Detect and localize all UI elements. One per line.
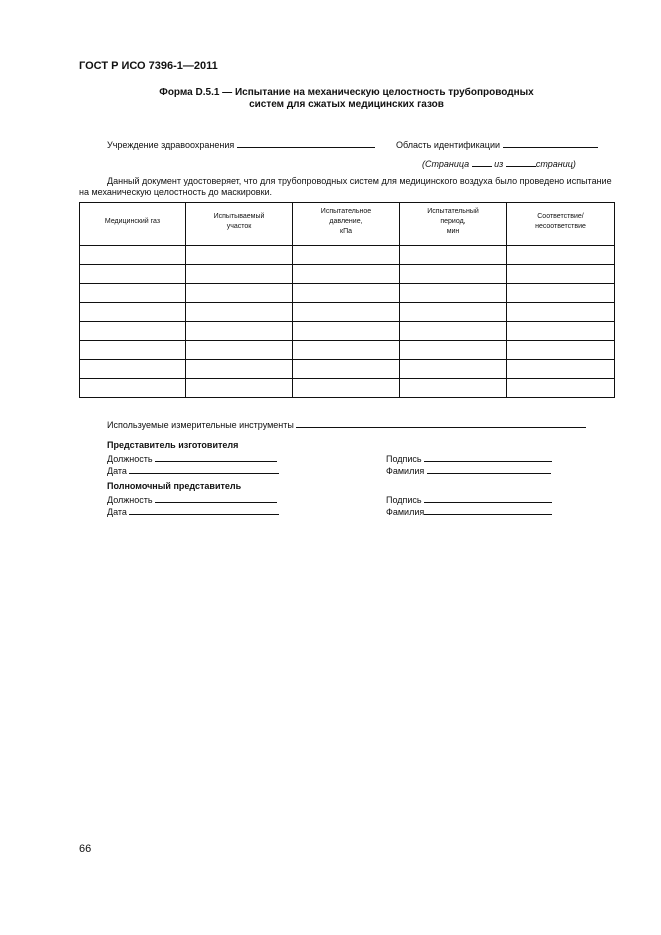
institution-input-line[interactable] xyxy=(237,138,375,148)
table-cell[interactable] xyxy=(293,246,400,265)
table-cell[interactable] xyxy=(80,303,186,322)
institution-label: Учреждение здравоохранения xyxy=(107,140,235,150)
table-row xyxy=(80,284,615,303)
test-results-table xyxy=(79,202,615,398)
table-header-row xyxy=(80,203,615,246)
table-cell[interactable] xyxy=(186,284,293,303)
table-cell[interactable] xyxy=(186,360,293,379)
page-number: 66 xyxy=(79,843,92,855)
date-label: Дата xyxy=(107,466,127,476)
column-header-pressure: Испытательное давление, кПа xyxy=(293,203,400,246)
table-cell[interactable] xyxy=(186,303,293,322)
table-cell[interactable] xyxy=(507,360,615,379)
position-label: Должность xyxy=(107,454,153,464)
signature-label: Подпись xyxy=(386,495,422,505)
area-label: Область идентификации xyxy=(396,140,501,150)
manufacturer-date-line[interactable] xyxy=(129,464,279,474)
manufacturer-signature-line[interactable] xyxy=(424,452,552,462)
table-cell[interactable] xyxy=(293,284,400,303)
institution-field xyxy=(107,138,375,150)
table-cell[interactable] xyxy=(186,341,293,360)
table-cell[interactable] xyxy=(80,265,186,284)
authorized-date-field xyxy=(107,505,279,518)
column-header-period: Испытательный период, мин xyxy=(400,203,507,246)
table-cell[interactable] xyxy=(80,284,186,303)
surname-label: Фамилия xyxy=(386,507,425,517)
page-suffix: страниц) xyxy=(535,159,576,169)
table-cell[interactable] xyxy=(507,379,615,398)
column-header-gas: Медицинский газ xyxy=(80,203,186,246)
table-cell[interactable] xyxy=(186,379,293,398)
table-row xyxy=(80,322,615,341)
page-middle: из xyxy=(494,159,504,169)
table-cell[interactable] xyxy=(293,360,400,379)
position-label: Должность xyxy=(107,495,153,505)
area-field xyxy=(396,138,598,150)
table-row xyxy=(80,303,615,322)
table-cell[interactable] xyxy=(507,322,615,341)
instruments-label: Используемые измерительные инструменты xyxy=(107,420,294,430)
table-cell[interactable] xyxy=(186,246,293,265)
table-cell[interactable] xyxy=(400,379,507,398)
date-label: Дата xyxy=(107,507,127,517)
table-cell[interactable] xyxy=(400,360,507,379)
page-total-line[interactable] xyxy=(506,157,536,167)
table-cell[interactable] xyxy=(293,265,400,284)
table-cell[interactable] xyxy=(186,265,293,284)
table-cell[interactable] xyxy=(400,341,507,360)
authorized-position-line[interactable] xyxy=(155,493,277,503)
page-prefix: (Страница xyxy=(422,159,470,169)
table-row xyxy=(80,360,615,379)
table-cell[interactable] xyxy=(507,341,615,360)
table-cell[interactable] xyxy=(80,360,186,379)
table-cell[interactable] xyxy=(293,341,400,360)
table-cell[interactable] xyxy=(400,322,507,341)
table-row xyxy=(80,341,615,360)
table-cell[interactable] xyxy=(400,284,507,303)
instruments-input-line[interactable] xyxy=(296,418,586,428)
table-row xyxy=(80,379,615,398)
manufacturer-surname-line[interactable] xyxy=(427,464,551,474)
standard-header: ГОСТ Р ИСО 7396-1—2011 xyxy=(79,60,218,72)
table-cell[interactable] xyxy=(80,322,186,341)
table-cell[interactable] xyxy=(400,303,507,322)
table-row xyxy=(80,265,615,284)
area-input-line[interactable] xyxy=(503,138,598,148)
table-cell[interactable] xyxy=(293,303,400,322)
form-title-line1: Форма D.5.1 — Испытание на механическую целостность трубопроводных xyxy=(159,87,534,98)
table-cell[interactable] xyxy=(507,246,615,265)
authorized-signature-line[interactable] xyxy=(424,493,552,503)
table-cell[interactable] xyxy=(80,246,186,265)
column-header-compliance: Соответствие/ несоответствие xyxy=(507,203,615,246)
manufacturer-date-field xyxy=(107,464,279,477)
table-cell[interactable] xyxy=(80,379,186,398)
table-cell[interactable] xyxy=(507,284,615,303)
table-cell[interactable] xyxy=(400,265,507,284)
authorized-surname-field xyxy=(386,505,552,518)
manufacturer-position-line[interactable] xyxy=(155,452,277,462)
page-current-line[interactable] xyxy=(472,157,492,167)
instruments-field xyxy=(107,418,586,430)
table-cell[interactable] xyxy=(507,265,615,284)
table-cell[interactable] xyxy=(507,303,615,322)
form-title-line2: систем для сжатых медицинских газов xyxy=(249,99,444,110)
statement-paragraph: Данный документ удостоверяет, что для трубопроводных систем для медицинского воздуха было проведено испытание на механическую целостность до маскировки. xyxy=(79,176,612,197)
table-cell[interactable] xyxy=(293,379,400,398)
table-cell[interactable] xyxy=(293,322,400,341)
surname-label: Фамилия xyxy=(386,466,425,476)
authorized-surname-line[interactable] xyxy=(424,505,552,515)
table-cell[interactable] xyxy=(400,246,507,265)
column-header-section: Испытываемый участок xyxy=(186,203,293,246)
table-cell[interactable] xyxy=(80,341,186,360)
signature-label: Подпись xyxy=(386,454,422,464)
manufacturer-surname-field xyxy=(386,464,551,477)
page-counter xyxy=(422,157,576,169)
authorized-date-line[interactable] xyxy=(129,505,279,515)
authorized-rep-heading: Полномочный представитель xyxy=(107,481,242,491)
table-row xyxy=(80,246,615,265)
manufacturer-rep-heading: Представитель изготовителя xyxy=(107,440,239,450)
table-cell[interactable] xyxy=(186,322,293,341)
